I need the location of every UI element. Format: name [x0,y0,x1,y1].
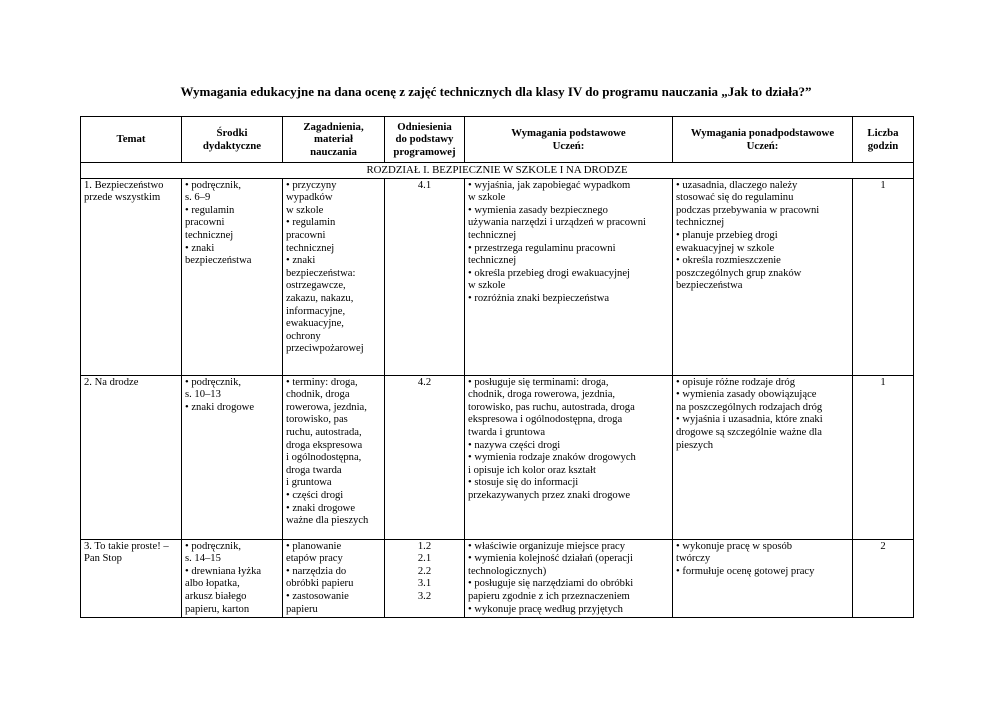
header-line: Temat [116,133,146,146]
header-godziny [853,117,914,163]
cell-line: 3.1 [417,578,432,590]
cell-line: 1.2 [417,540,432,552]
cell-line: • regulamin [185,204,235,216]
cell-odniesienia [385,539,465,618]
cell-line: 1 [880,179,886,191]
cell-temat [81,178,182,375]
cell-line: 1. Bezpieczeństwo [84,179,164,191]
cell-line: etapów pracy [286,553,343,565]
cell-line: • znaki [185,242,215,254]
cell-line: • stosuje się do informacji [468,477,579,489]
cell-line: pracowni [286,229,326,241]
cell-line: • części drogi [286,489,344,501]
cell-line: ewakuacyjnej w szkole [676,242,775,254]
cell-line: • określa przebieg drogi ewakuacyjnej [468,267,630,279]
cell-line: • posługuje się narzędziami do obróbki [468,578,634,590]
cell-line: Pan Stop [84,553,122,565]
header-line: materiał [314,133,353,146]
header-line: Zagadnienia, [303,120,364,133]
page-title: Wymagania edukacyjne na dana ocenę z zajęć technicznych dla klasy IV do programu nauczania „Jak to działa?” [180,84,812,99]
cell-line: s. 10–13 [185,389,221,401]
cell-line: • właściwie organizuje miejsce pracy [468,540,626,552]
cell-line: • znaki drogowe [286,502,356,514]
cell-line: informacyjne, [286,305,346,317]
cell-line: • wymienia zasady obowiązujące [676,389,817,401]
cell-line: • planowanie [286,540,342,552]
requirements-table [80,116,914,618]
cell-line: i ogólnodostępna, [286,452,362,464]
cell-temat [81,539,182,618]
cell-line: • znaki drogowe [185,401,255,413]
cell-godziny [853,539,914,618]
cell-odniesienia [385,375,465,539]
cell-godziny [853,375,914,539]
cell-line: • nazywa części drogi [468,439,561,451]
cell-line: obróbki papieru [286,578,354,590]
cell-line: w szkole [468,280,506,292]
cell-line: • określa rozmieszczenie [676,255,781,267]
header-srodki [182,117,283,163]
cell-line: przeciwpożarowej [286,343,364,355]
cell-line: • podręcznik, [185,179,242,191]
section-title: ROZDZIAŁ I. BEZPIECZNIE W SZKOLE I NA DRODZE [81,163,914,179]
cell-line: używania narzędzi i urządzeń w pracowni [468,217,646,229]
cell-ponadpodstawowe [673,178,853,375]
cell-line: 2. Na drodze [84,376,139,388]
cell-line: ważne dla pieszych [286,515,369,527]
cell-line: • terminy: droga, [286,376,358,388]
cell-line: rowerowa, jezdnia, [286,401,367,413]
cell-line: zakazu, nakazu, [286,292,354,304]
header-line: Środki [216,126,248,139]
cell-line: podczas przebywania w pracowni [676,204,820,216]
cell-line: • zastosowanie [286,590,349,602]
header-line: dydaktyczne [202,139,262,152]
cell-line: s. 14–15 [185,553,221,565]
cell-srodki [182,539,283,618]
cell-line: ruchu, autostrada, [286,426,362,438]
cell-line: technicznej [185,229,234,241]
table-row [81,375,914,539]
cell-line: technologicznych) [468,565,547,577]
cell-line: twórczy [676,553,711,565]
cell-line: technicznej [468,255,517,267]
cell-line: bezpieczeństwa [676,280,743,292]
cell-line: • podręcznik, [185,540,242,552]
cell-podstawowe [465,375,673,539]
cell-line: 2.2 [417,565,432,577]
cell-line: chodnik, droga [286,389,350,401]
cell-line: • wyjaśnia i uzasadnia, które znaki [676,414,823,426]
cell-line: • wykonuje pracę według przyjętych [468,603,623,615]
cell-line: stosować się do regulaminu [676,192,794,204]
table-row [81,539,914,618]
cell-line: 3. To takie proste! – [84,540,169,552]
cell-line: papieru [286,603,318,615]
cell-line: torowisko, pas [286,414,348,426]
cell-line: • wymienia kolejność działań (operacji [468,553,633,565]
cell-line: twarda i gruntowa [468,426,546,438]
cell-odniesienia [385,178,465,375]
header-odniesienia [385,117,465,163]
cell-line: technicznej [468,229,517,241]
cell-line: papieru zgodnie z ich przeznaczeniem [468,590,630,602]
section-row [81,163,914,179]
cell-line: przede wszystkim [84,192,161,204]
header-line: Uczeń: [552,139,585,152]
cell-line: • przestrzega regulaminu pracowni [468,242,616,254]
cell-line: • wymienia rodzaje znaków drogowych [468,452,636,464]
cell-srodki [182,178,283,375]
cell-podstawowe [465,178,673,375]
header-line: nauczania [310,145,357,158]
cell-line: albo łopatka, [185,578,240,590]
cell-line: 2 [880,540,886,552]
header-line: godzin [867,139,899,152]
cell-line: • wymienia zasady bezpiecznego [468,204,608,216]
cell-line: 4.1 [417,179,432,191]
cell-line: ewakuacyjne, [286,318,344,330]
header-line: Odniesienia [397,120,452,133]
cell-temat [81,375,182,539]
cell-srodki [182,375,283,539]
cell-line: • rozróżnia znaki bezpieczeństwa [468,292,610,304]
cell-line: droga ekspresowa [286,439,363,451]
cell-line: i opisuje ich kolor oraz kształt [468,464,596,476]
cell-line: 4.2 [417,376,432,388]
cell-zagadnienia [283,375,385,539]
cell-line: w szkole [468,192,506,204]
cell-godziny [853,178,914,375]
cell-line: ostrzegawcze, [286,280,346,292]
header-ponadpodstawowe [673,117,853,163]
header-line: Liczba [867,126,899,139]
header-line: Wymagania podstawowe [511,126,626,139]
cell-line: 2.1 [417,553,432,565]
cell-line: • regulamin [286,217,336,229]
header-line: programowej [393,145,456,158]
cell-line: • znaki [286,255,316,267]
cell-line: wypadków [286,192,333,204]
cell-line: przekazywanych przez znaki drogowe [468,489,631,501]
cell-line: ekspresowa i ogólnodostępna, droga [468,414,623,426]
cell-line: bezpieczeństwa: [286,267,356,279]
cell-line: droga twarda [286,464,342,476]
cell-line: na poszczególnych rodzajach dróg [676,401,823,413]
cell-line: • wyjaśnia, jak zapobiegać wypadkom [468,179,631,191]
cell-line: arkusz białego [185,590,247,602]
header-temat [81,117,182,163]
cell-ponadpodstawowe [673,539,853,618]
cell-line: i gruntowa [286,477,332,489]
header-row [81,117,914,163]
cell-zagadnienia [283,539,385,618]
cell-line: poszczególnych grup znaków [676,267,802,279]
cell-line: • drewniana łyżka [185,565,262,577]
cell-line: technicznej [676,217,725,229]
cell-line: • uzasadnia, dlaczego należy [676,179,798,191]
cell-line: • przyczyny [286,179,337,191]
cell-line: 1 [880,376,886,388]
header-line: Uczeń: [746,139,779,152]
cell-line: • posługuje się terminami: droga, [468,376,609,388]
cell-line: • narzędzia do [286,565,347,577]
cell-line: bezpieczeństwa [185,255,252,267]
cell-line: 3.2 [417,590,432,602]
cell-line: • wykonuje pracę w sposób [676,540,793,552]
cell-line: papieru, karton [185,603,250,615]
cell-zagadnienia [283,178,385,375]
cell-line: w szkole [286,204,324,216]
cell-line: technicznej [286,242,335,254]
cell-line: • podręcznik, [185,376,242,388]
header-line: do podstawy [395,133,454,146]
cell-line: pieszych [676,439,714,451]
cell-line: • planuje przebieg drogi [676,229,778,241]
cell-line: torowisko, pas ruchu, autostrada, droga [468,401,635,413]
cell-podstawowe [465,539,673,618]
cell-line: • formułuje ocenę gotowej pracy [676,565,815,577]
cell-line: ochrony [286,330,321,342]
cell-ponadpodstawowe [673,375,853,539]
cell-line: pracowni [185,217,225,229]
cell-line: s. 6–9 [185,192,211,204]
table-row [81,178,914,375]
header-zagadnienia [283,117,385,163]
header-podstawowe [465,117,673,163]
header-line: Wymagania ponadpodstawowe [690,126,835,139]
cell-line: • opisuje różne rodzaje dróg [676,376,796,388]
cell-line: chodnik, droga rowerowa, jezdnia, [468,389,616,401]
cell-line: drogowe są szczególnie ważne dla [676,426,822,438]
